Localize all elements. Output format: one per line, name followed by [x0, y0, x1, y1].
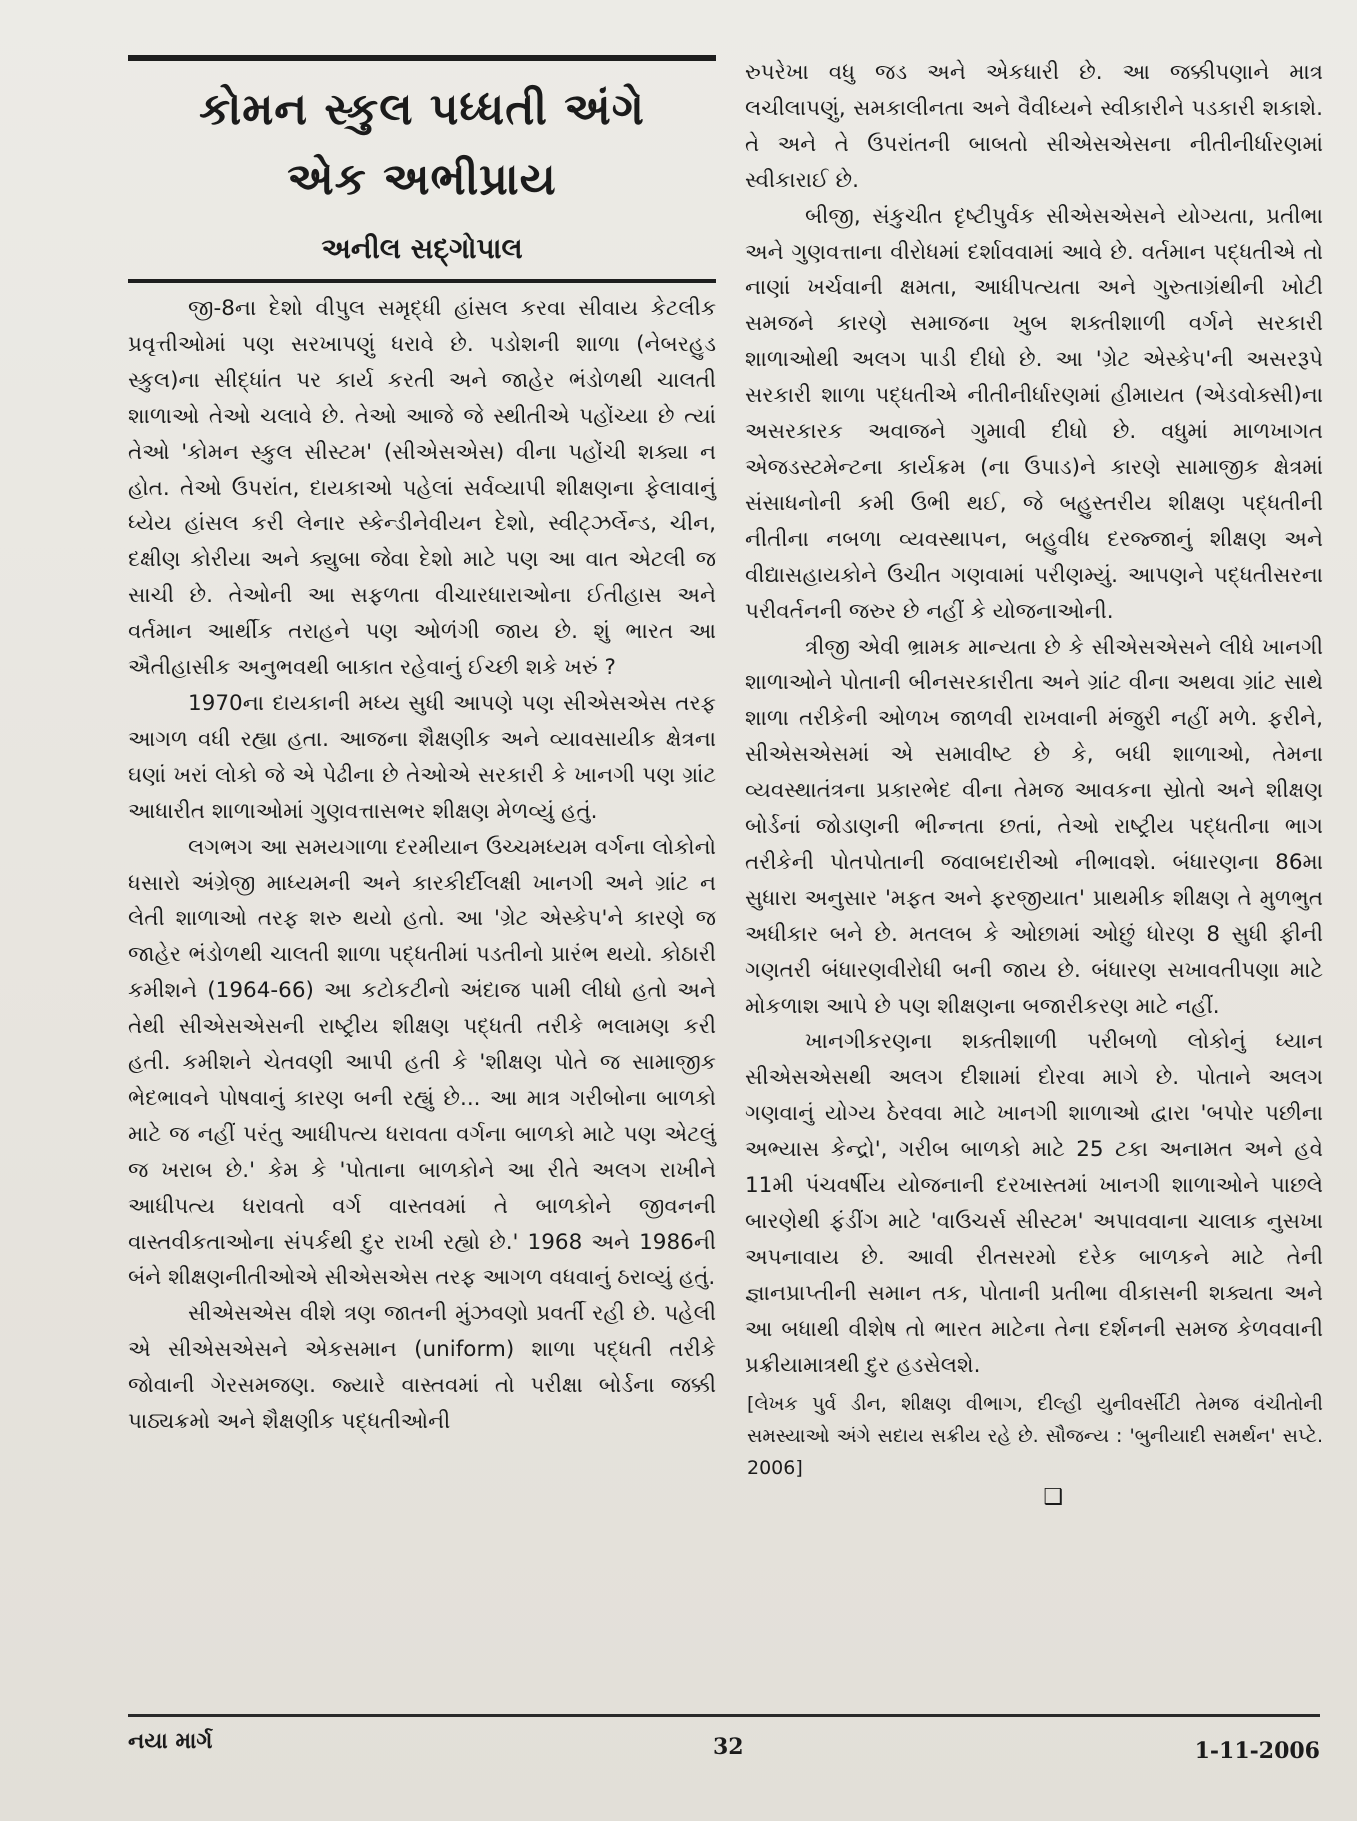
title-bottom-rule	[128, 279, 716, 283]
body-paragraph: જી-8ના દેશો વીપુલ સમૃદ્ધી હાંસલ કરવા સીવાય કેટલીક પ્રવૃત્તીઓમાં પણ સરખાપણું ધરાવે છે. પડોશની શાળા (નેબરહુડ સ્કુલ)ના સીદ્ધાંત પર કાર્ય કરતી અને જાહેર ભંડોળથી ચાલતી શાળાઓ તેઓ ચલાવે છે. તેઓ આજે જે સ્થીતીએ પહોંચ્યા છે ત્યાં તેઓ 'કોમન સ્કુલ સીસ્ટમ' (સીએસએસ) વીના પહોંચી શક્યા ન હોત. તેઓ ઉપરાંત, દાયકાઓ પહેલાં સર્વવ્યાપી શીક્ષણના ફેલાવાનું ધ્યેય હાંસલ કરી લેનાર સ્કેન્ડીનેવીયન દેશો, સ્વીટ્ઝર્લેન્ડ, ચીન, દક્ષીણ કોરીયા અને ક્યુબા જેવા દેશો માટે પણ આ વાત એટલી જ સાચી છે. તેઓની આ સફળતા વીચારધારાઓના ઈતીહાસ અને વર્તમાન આર્થીક તરાહને પણ ઓળંગી જાય છે. શું ભારત આ ઐતીહાસીક અનુભવથી બાકાત રહેવાનું ઈચ્છી શકે ખરું ?	[128, 296, 716, 681]
article-title-line-2: એક અભીપ્રાય	[287, 154, 557, 205]
article-header	[128, 75, 716, 269]
body-paragraph: 1970ના દાયકાની મધ્ય સુધી આપણે પણ સીએસએસ તરફ આગળ વધી રહ્યા હતા. આજના શૈક્ષણીક અને વ્યાવસાયીક ક્ષેત્રના ઘણાં ખરાં લોકો જે એ પેઢીના છે તેઓએ સરકારી કે ખાનગી પણ ગ્રાંટ આધારીત શાળાઓમાં ગુણવત્તાસભર શીક્ષણ મેળવ્યું હતું.	[128, 690, 716, 824]
body-paragraph: ખાનગીકરણના શક્તીશાળી પરીબળો લોકોનું ધ્યાન સીએસએસથી અલગ દીશામાં દોરવા માગે છે. પોતાને અલગ ગણવાનું યોગ્ય ઠેરવવા માટે ખાનગી શાળાઓ દ્વારા 'બપોર પછીના અભ્યાસ કેન્દ્રો', ગરીબ બાળકો માટે 25 ટકા અનામત અને હવે 11મી પંચવર્ષીય યોજનાની દરખાસ્તમાં ખાનગી શાળાઓને પાછલે બારણેથી ફંડીંગ માટે 'વાઉચર્સ સીસ્ટમ' અપાવવાના ચાલાક નુસખા અપનાવાય છે. આવી રીતસરમો દરેક બાળકને માટે તેની જ્ઞાનપ્રાપ્તીની સમાન તક, પોતાની પ્રતીભા વીકાસની શક્યતા અને આ બધાથી વીશેષ તો ભારત માટેના તેના દર્શનની સમજ કેળવવાની પ્રક્રીયામાત્રથી દુર હડસેલશે.	[745, 1029, 1323, 1378]
right-column	[745, 55, 1323, 1512]
left-column	[128, 55, 716, 1440]
body-paragraph: બીજી, સંકુચીત દૃષ્ટીપુર્વક સીએસએસને યોગ્યતા, પ્રતીભા અને ગુણવત્તાના વીરોધમાં દર્શાવવામાં આવે છે. વર્તમાન પદ્ધતીએ તો નાણાં ખર્ચવાની ક્ષમતા, આધીપત્યતા અને ગુરુતાગ્રંથીની ખોટી સમજને કારણે સમાજના ખુબ શક્તીશાળી વર્ગને સરકારી શાળાઓથી અલગ પાડી દીધો છે. આ 'ગ્રેટ એસ્કેપ'ની અસરરૂપે સરકારી શાળા પદ્ધતીએ નીતીનીર્ધારણમાં હીમાયત (એડવોક્સી)ના અસરકારક અવાજને ગુમાવી દીધો છે. વધુમાં માળખાગત એજડસ્ટમેન્ટના કાર્યક્રમ (ના ઉપાડ)ને કારણે સામાજીક ક્ષેત્રમાં સંસાધનોની કમી ઉભી થઈ, જે બહુસ્તરીય શીક્ષણ પદ્ધતીની નીતીના નબળા વ્યવસ્થાપન, બહુવીધ દરજ્જાનું શીક્ષણ અને વીદ્યાસહાયકોને ઉચીત ગણવામાં પરીણમ્યું. આપણને પદ્ધતીસરના પરીવર્તનની જરુર છે નહીં કે યોજનાઓની.	[745, 203, 1323, 624]
article-author: અનીલ સદ્ગોપાલ	[321, 232, 523, 265]
body-paragraph: ત્રીજી એવી ભ્રામક માન્યતા છે કે સીએસએસને લીધે ખાનગી શાળાઓને પોતાની બીનસરકારીતા અને ગ્રાંટ વીના અથવા ગ્રાંટ સાથે શાળા તરીકેની ઓળખ જાળવી રાખવાની મંજુરી નહીં મળે. ફરીને, સીએસએસમાં એ સમાવીષ્ટ છે કે, બધી શાળાઓ, તેમના વ્યવસ્થાતંત્રના પ્રકારભેદ વીના તેમજ આવકના સ્રોતો અને શીક્ષણ બોર્ડનાં જોડાણની ભીન્નતા છતાં, તેઓ રાષ્ટ્રીય પદ્ધતીના ભાગ તરીકેની પોતપોતાની જવાબદારીઓ નીભાવશે. બંધારણના 86મા સુધારા અનુસાર 'મફત અને ફરજીયાત' પ્રાથમીક શીક્ષણ તે મુળભુત અધીકાર બને છે. મતલબ કે ઓછામાં ઓછું ધોરણ 8 સુધી ફીની ગણતરી બંધારણવીરોધી બની જાય છે. બંધારણ સખાવતીપણા માટે મોકળાશ આપે છે પણ શીક્ષણના બજારીકરણ માટે નહીં.	[745, 634, 1323, 1019]
issue-date: 1-11-2006	[1194, 1738, 1320, 1764]
publication-name: નયા માર્ગ	[128, 1728, 213, 1754]
body-paragraph: રુપરેખા વધુ જડ અને એકધારી છે. આ જક્કીપણાને માત્ર લચીલાપણું, સમકાલીનતા અને વૈવીધ્યને સ્વીકારીને પડકારી શકાશે. તે અને તે ઉપરાંતની બાબતો સીએસએસના નીતીનીર્ધારણમાં સ્વીકારાઈ છે.	[745, 60, 1323, 193]
page-number: 32	[713, 1734, 744, 1760]
body-paragraph: લગભગ આ સમયગાળા દરમીયાન ઉચ્ચમધ્યમ વર્ગના લોકોનો ધસારો અંગ્રેજી માધ્યમની અને કારકીર્દીલક્ષી ખાનગી અને ગ્રાંટ ન લેતી શાળાઓ તરફ શરુ થયો હતો. આ 'ગ્રેટ એસ્કેપ'ને કારણે જ જાહેર ભંડોળથી ચાલતી શાળા પદ્ધતીમાં પડતીનો પ્રારંભ થયો. કોઠારી કમીશને (1964-66) આ કટોકટીનો અંદાજ પામી લીધો હતો અને તેથી સીએસએસની રાષ્ટ્રીય શીક્ષણ પદ્ધતી તરીકે ભલામણ કરી હતી. કમીશને ચેતવણી આપી હતી કે 'શીક્ષણ પોતે જ સામાજીક ભેદભાવને પોષવાનું કારણ બની રહ્યું છે... આ માત્ર ગરીબોના બાળકો માટે જ નહીં પરંતુ આધીપત્ય ધરાવતા વર્ગના બાળકો માટે પણ એટલું જ ખરાબ છે.' કેમ કે 'પોતાના બાળકોને આ રીતે અલગ રાખીને આધીપત્ય ધરાવતો વર્ગ વાસ્તવમાં તે બાળકોને જીવનની વાસ્તવીકતાઓના સંપર્કથી દુર રાખી રહ્યો છે.' 1968 અને 1986ની બંને શીક્ષણનીતીઓએ સીએસએસ તરફ આગળ વધવાનું ઠરાવ્યું હતું.	[128, 834, 716, 1291]
article-title-line-1: કોમન સ્કુલ પધ્ધતી અંગે	[199, 84, 645, 135]
title-top-rule	[128, 55, 716, 61]
body-paragraph: સીએસએસ વીશે ત્રણ જાતની મુંઝવણો પ્રવર્તી રહી છે. પહેલી એ સીએસએસને એકસમાન (uniform) શાળા પદ્ધતી તરીકે જોવાની ગેરસમજણ. જ્યારે વાસ્તવમાં તો પરીક્ષા બોર્ડના જક્કી પાઠ્યક્રમો અને શૈક્ષણીક પદ્ધતીઓની	[128, 1301, 716, 1435]
author-note: [લેખક પુર્વ ડીન, શીક્ષણ વીભાગ, દીલ્હી યુનીવર્સીટી તેમજ વંચીતોની સમસ્યાઓ અંગે સદાય સક્રીય રહે છે. સૌજન્ય : 'બુનીયાદી સમર્થન' સપ્ટે. 2006]	[747, 1392, 1323, 1479]
footer-rule	[128, 1714, 1320, 1717]
end-of-article-icon: ❑	[1043, 1484, 1063, 1510]
